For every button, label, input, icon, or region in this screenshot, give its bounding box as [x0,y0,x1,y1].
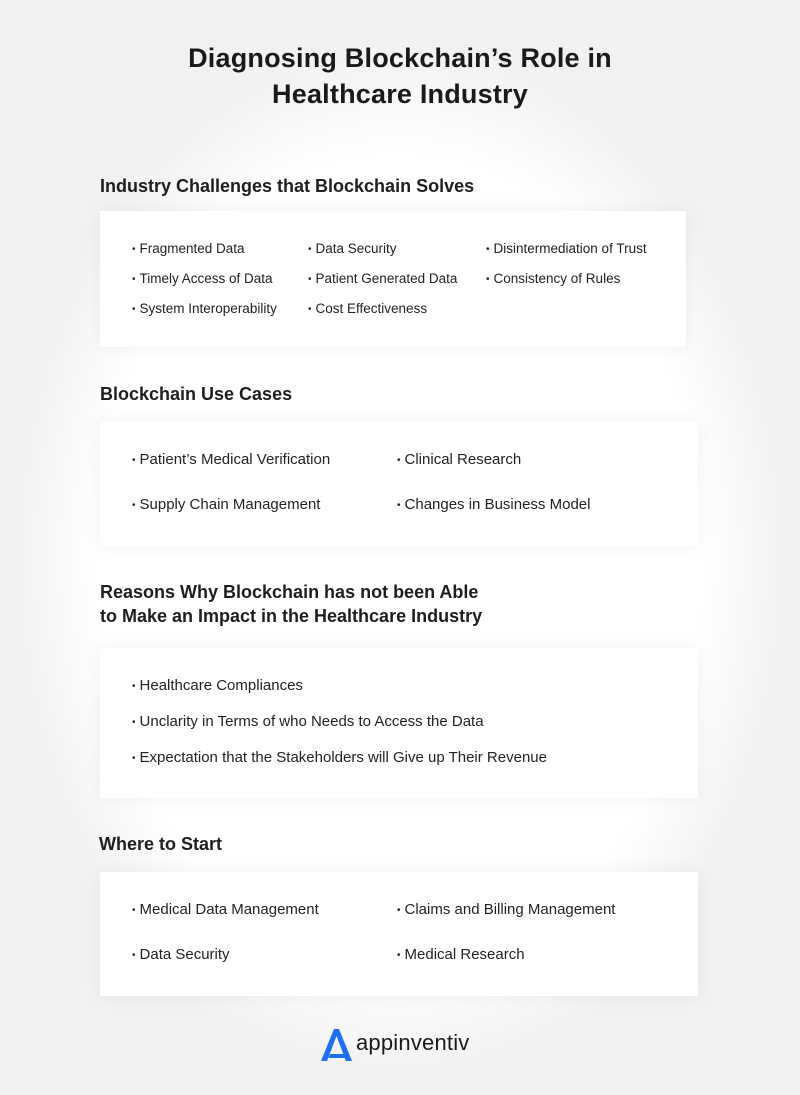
list-item: • Supply Chain Management [132,496,320,516]
list-item: • Consistency of Rules [486,270,620,290]
list-item: • Patient Generated Data [308,270,457,290]
list-item: • Claims and Billing Management [397,901,615,921]
list-item: • Cost Effectiveness [308,300,427,320]
appinventiv-logo-icon [318,1026,356,1064]
appinventiv-logo [318,1026,488,1064]
where-to-start-heading: Where to Start [99,834,223,854]
logo-text: appinventiv [356,1030,470,1055]
list-item: • Data Security [308,240,397,260]
list-item: • System Interoperability [132,300,277,320]
list-item: • Patient’s Medical Verification [132,451,330,471]
list-item: • Healthcare Compliances [132,677,303,697]
where-to-start-card [100,872,698,996]
challenges-heading: Industry Challenges that Blockchain Solves [100,176,475,196]
list-item: • Fragmented Data [132,240,245,260]
use-cases-card [100,422,698,546]
list-item: • Clinical Research [397,451,521,471]
use-cases-heading: Blockchain Use Cases [100,384,293,404]
list-item: • Disintermediation of Trust [486,240,647,260]
list-item: • Expectation that the Stakeholders will Give up Their Revenue [132,749,547,769]
list-item: • Data Security [132,946,230,966]
list-item: • Medical Research [397,946,525,966]
list-item: • Medical Data Management [132,901,319,921]
list-item: • Unclarity in Terms of who Needs to Access the Data [132,713,484,733]
list-item: • Timely Access of Data [132,270,273,290]
reasons-heading: Reasons Why Blockchain has not been Able to Make an Impact in the Healthcare Industry [100,582,483,626]
page-title: Diagnosing Blockchain’s Role in Healthcare Industry [188,43,612,109]
list-item: • Changes in Business Model [397,496,590,516]
